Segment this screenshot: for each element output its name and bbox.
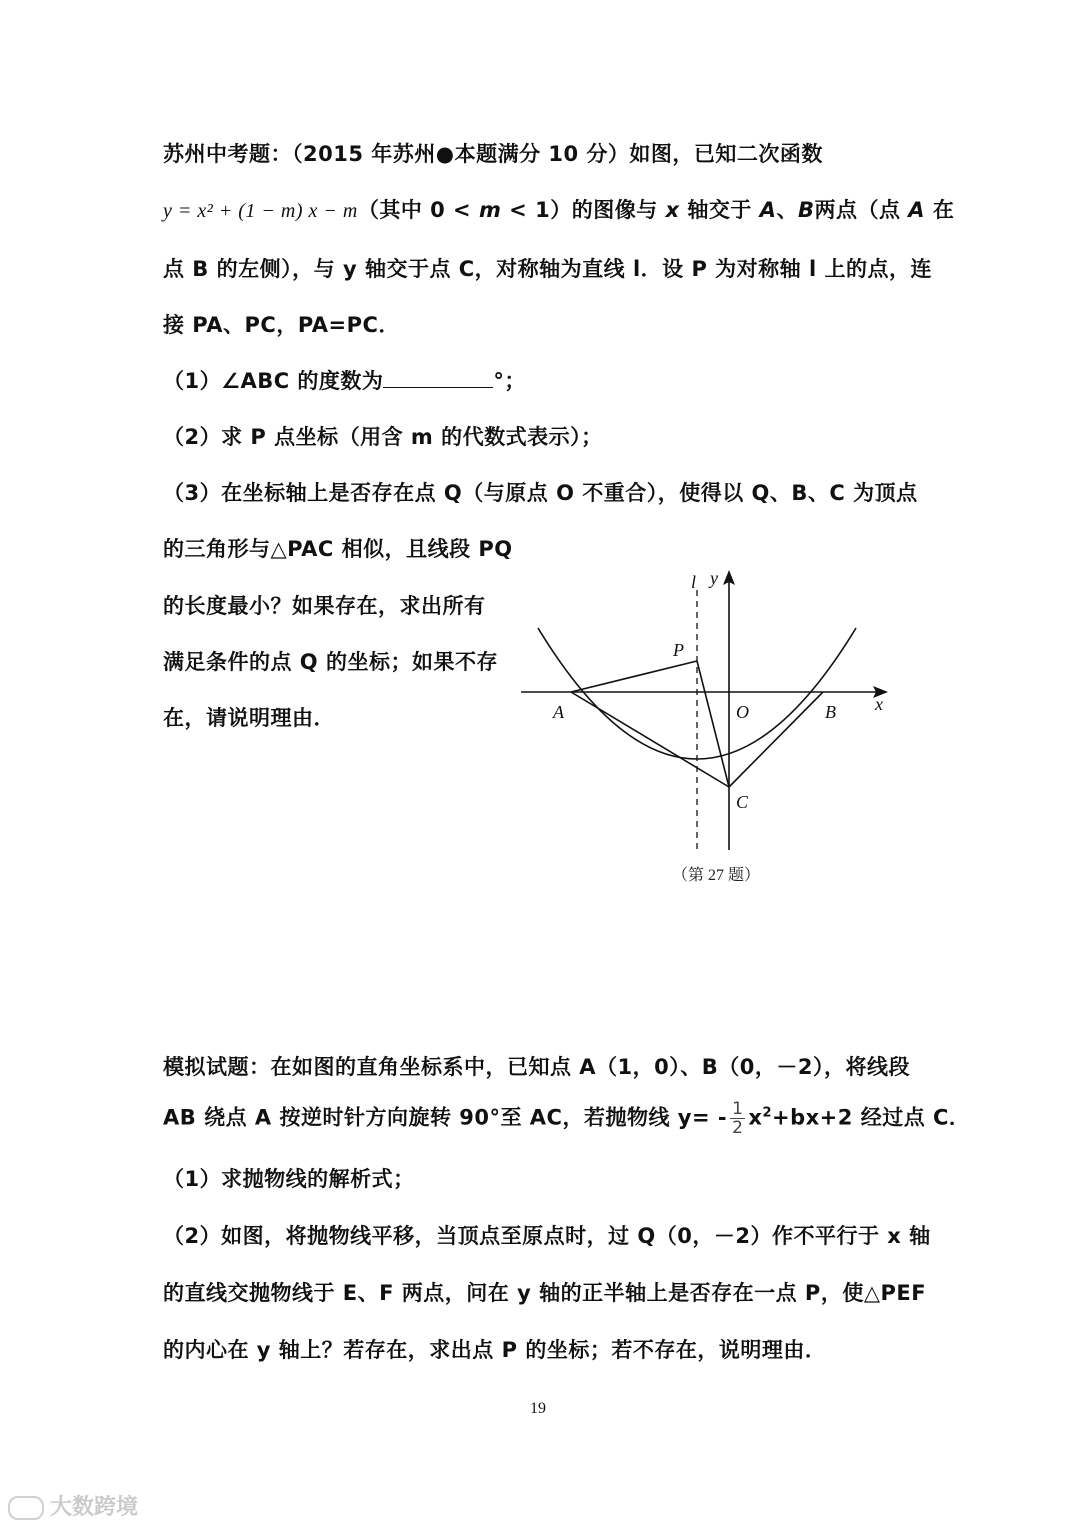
label-P: P xyxy=(673,640,684,660)
question-1: （1）∠ABC 的度数为 °； xyxy=(163,369,526,393)
label-x: x xyxy=(875,694,883,714)
problem1-line2: y = x² + (1 − m) x − m（其中 0 < m < 1）的图像与 x 轴交于 A、B两点（点 A 在 xyxy=(163,198,955,222)
segment-PC xyxy=(697,661,729,787)
quadratic-formula: y = x² + (1 − m) x − m xyxy=(163,200,358,222)
question-2: （2）求 P 点坐标（用含 m 的代数式表示）； xyxy=(163,425,603,449)
label-B: B xyxy=(825,702,836,722)
question-3-line3: 的长度最小？如果存在，求出所有 xyxy=(163,594,486,618)
fraction-one-half: $\frac{1}{2}$ xyxy=(732,1099,744,1138)
question-3-line4: 满足条件的点 Q 的坐标；如果不存 xyxy=(163,650,498,674)
problem1-line4: 接 PA、PC，PA=PC． xyxy=(163,313,400,337)
answer-blank[interactable] xyxy=(383,369,493,388)
problem1-line1: 苏州中考题：（2015 年苏州●本题满分 10 分）如图，已知二次函数 xyxy=(163,142,823,166)
problem1-line3: 点 B 的左侧），与 y 轴交于点 C，对称轴为直线 l．设 P 为对称轴 l 上的点，连 xyxy=(163,257,933,281)
problem2-question-1: （1）求抛物线的解析式； xyxy=(163,1167,415,1191)
problem2-question-2-line2: 的直线交抛物线于 E、F 两点，问在 y 轴的正半轴上是否存在一点 P，使△PEF xyxy=(163,1281,927,1305)
question-3-line5: 在，请说明理由． xyxy=(163,706,335,730)
problem2-line1: 模拟试题：在如图的直角坐标系中，已知点 A（1，0）、B（0，－2），将线段 xyxy=(163,1055,911,1079)
label-l: l xyxy=(691,572,697,592)
label-C: C xyxy=(736,792,749,812)
watermark: 大数跨境 xyxy=(8,1490,138,1521)
question-3-line2: 的三角形与△PAC 相似，且线段 PQ xyxy=(163,537,513,561)
label-O: O xyxy=(736,702,749,722)
watermark-logo-icon xyxy=(8,1496,44,1520)
parabola-figure xyxy=(505,560,905,860)
label-y: y xyxy=(710,568,718,588)
problem2-question-2-line1: （2）如图，将抛物线平移，当顶点至原点时，过 Q（0，－2）作不平行于 x 轴 xyxy=(163,1224,931,1248)
label-A: A xyxy=(553,702,564,722)
problem2-question-2-line3: 的内心在 y 轴上？若存在，求出点 P 的坐标；若不存在，说明理由． xyxy=(163,1338,827,1362)
problem2-line2: AB 绕点 A 按逆时针方向旋转 90°至 AC，若抛物线 y= - $\frac{1}{2}$ $x^2+bx+2$ 经过点 C． xyxy=(163,1099,971,1138)
segment-PA xyxy=(571,661,697,692)
page-number: 19 xyxy=(530,1400,546,1417)
segment-AC xyxy=(571,692,729,787)
figure-caption: （第 27 题） xyxy=(672,867,761,884)
question-3-line1: （3）在坐标轴上是否存在点 Q（与原点 O 不重合），使得以 Q、B、C 为顶点 xyxy=(163,481,918,505)
